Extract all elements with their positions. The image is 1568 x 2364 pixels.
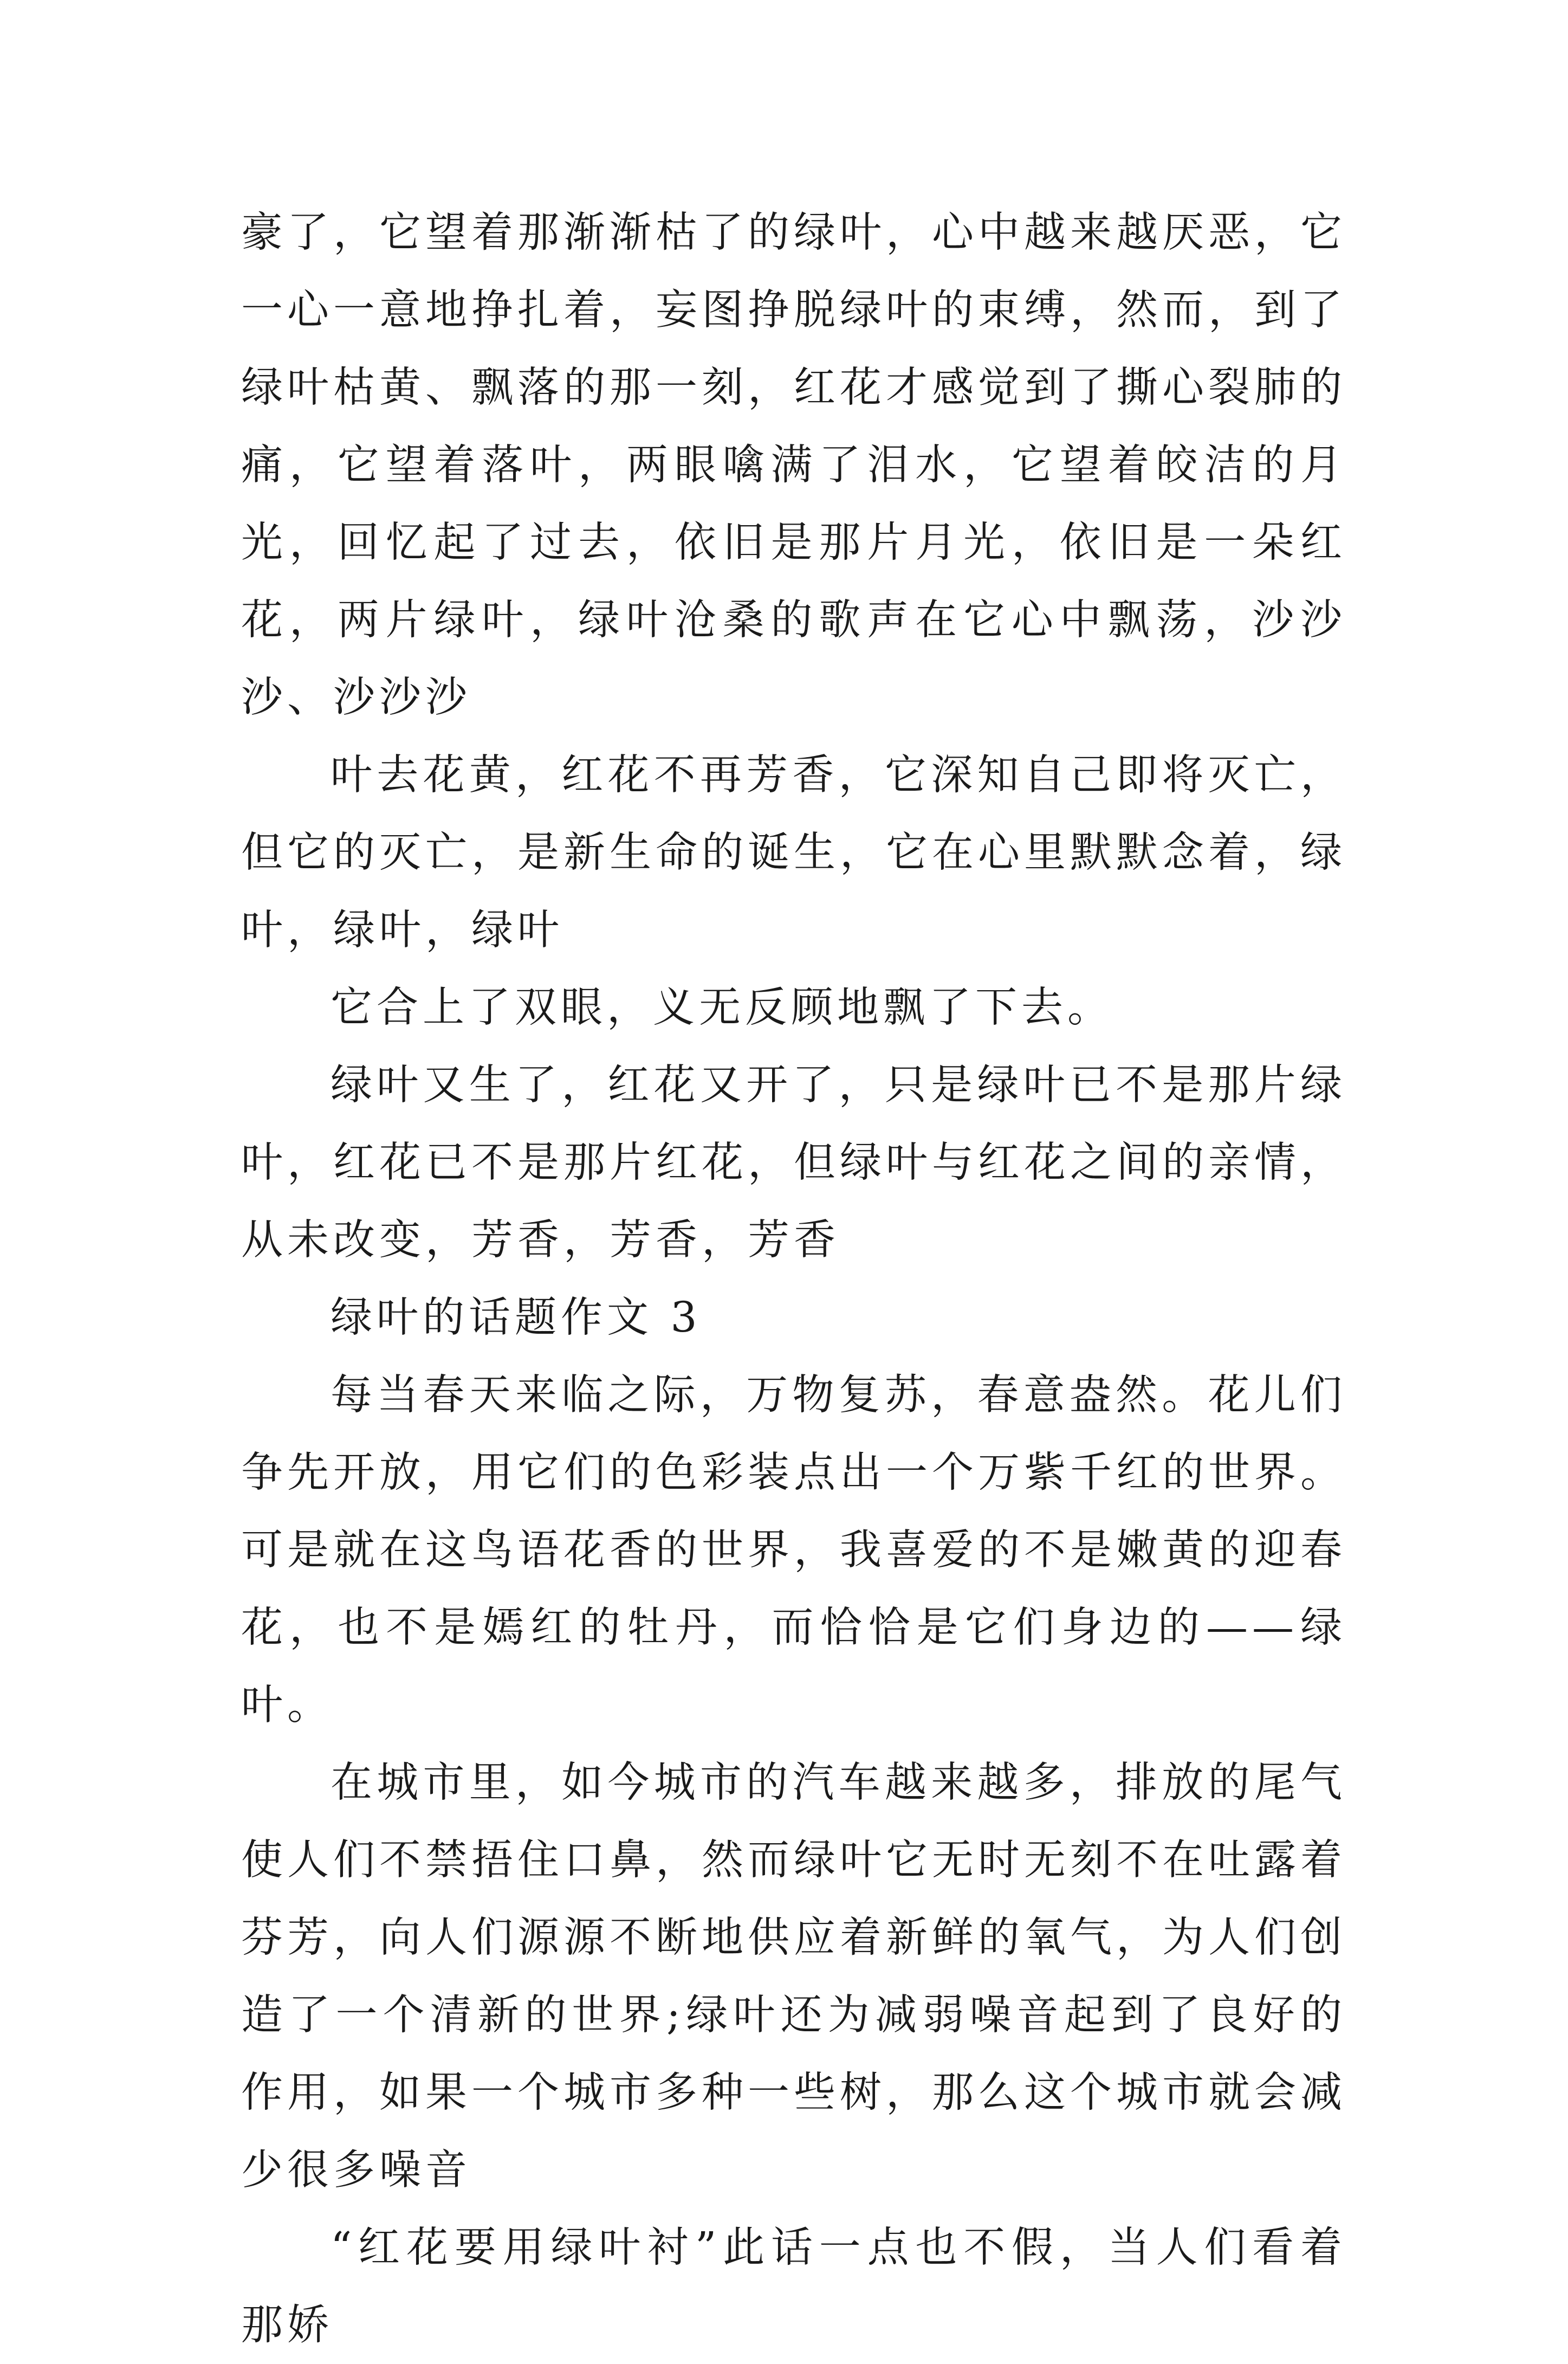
paragraph: 叶去花黄，红花不再芳香，它深知自己即将灭亡，但它的灭亡，是新生命的诞生，它在心里默默念着，绿叶，绿叶，绿叶 <box>241 751 1346 954</box>
paragraph-continuation: 豪了，它望着那渐渐枯了的绿叶，心中越来越厌恶，它一心一意地挣扎着，妄图挣脱绿叶的束缚，然而，到了绿叶枯黄、飘落的那一刻，红花才感觉到了撕心裂肺的痛，它望着落叶，两眼噙满了泪水，它望着皎洁的月光，回忆起了过去，依旧是那片月光，依旧是一朵红花，两片绿叶，绿叶沧桑的歌声在它心中飘荡，沙沙沙、沙沙沙 <box>241 209 1346 722</box>
paragraph: 绿叶又生了，红花又开了，只是绿叶已不是那片绿叶，红花已不是那片红花，但绿叶与红花之间的亲情，从未改变，芳香，芳香，芳香 <box>241 1061 1346 1264</box>
paragraph: 在城市里，如今城市的汽车越来越多，排放的尾气使人们不禁捂住口鼻，然而绿叶它无时无刻不在吐露着芬芳，向人们源源不断地供应着新鲜的氧气，为人们创造了一个清新的世界;绿叶还为减弱噪音起到了良好的作用，如果一个城市多种一些树，那么这个城市就会减少很多噪音 <box>241 1759 1346 2194</box>
paragraph: 每当春天来临之际，万物复苏，春意盎然。花儿们争先开放，用它们的色彩装点出一个万紫千红的世界。可是就在这鸟语花香的世界，我喜爱的不是嫩黄的迎春花，也不是嫣红的牡丹，而恰恰是它们身边的——绿叶。 <box>241 1371 1346 1729</box>
section-heading: 绿叶的话题作文 3 <box>331 1294 702 1342</box>
body-text <box>241 194 1346 2364</box>
paragraph: “红花要用绿叶衬”此话一点也不假，当人们看着那娇 <box>241 2224 1346 2349</box>
paragraph: 它合上了双眼，义无反顾地飘了下去。 <box>331 984 1113 1032</box>
